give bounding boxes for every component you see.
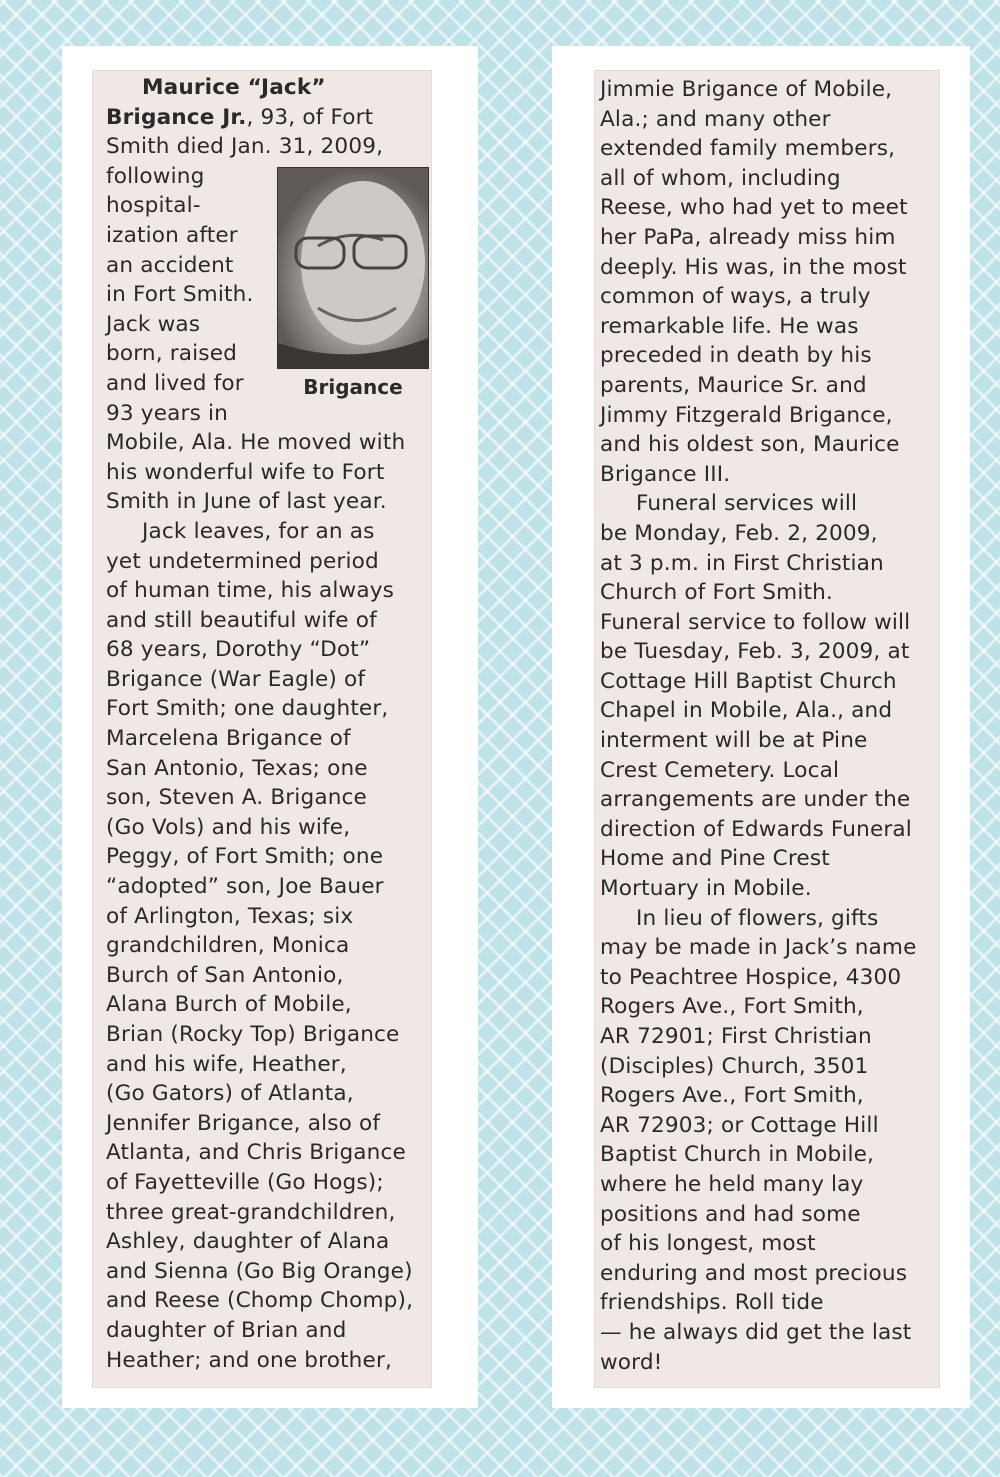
text-line: grandchildren, Monica	[106, 933, 350, 959]
text-line: son, Steven A. Brigance	[106, 785, 367, 811]
text-line: remarkable life. He was	[600, 313, 859, 339]
text-line: Home and Pine Crest	[600, 846, 830, 872]
text-line: Mortuary in Mobile.	[600, 876, 812, 902]
text-line: his wonderful wife to Fort	[106, 459, 385, 485]
text-line: an accident	[106, 252, 234, 278]
text-line: Smith in June of last year.	[106, 489, 387, 515]
text-line: Jack was	[106, 311, 201, 337]
text-line	[106, 103, 424, 133]
text-line: Rogers Ave., Fort Smith,	[600, 994, 864, 1020]
text-line: direction of Edwards Funeral	[600, 816, 912, 842]
text-line: yet undetermined period	[106, 548, 379, 574]
text-line: Smith died Jan. 31, 2009,	[106, 134, 384, 160]
text-line: and Sienna (Go Big Orange)	[106, 1258, 413, 1284]
text-line: daughter of Brian and	[106, 1317, 347, 1343]
text-line: Brigance (War Eagle) of	[106, 666, 366, 692]
text-line: Brigance III.	[600, 461, 731, 487]
text-line: be Tuesday, Feb. 3, 2009, at	[600, 639, 910, 665]
text-line: Reese, who had yet to meet	[600, 195, 908, 221]
text-line: Jack leaves, for an as	[142, 518, 375, 544]
text-line: may be made in Jack’s name	[600, 935, 917, 961]
text-line: positions and had some	[600, 1201, 861, 1227]
text-line: interment will be at Pine	[600, 728, 868, 754]
text-line: Atlanta, and Chris Brigance	[106, 1140, 406, 1166]
text-line: AR 72903; or Cottage Hill	[600, 1112, 879, 1138]
text-line: — he always did get the last	[600, 1319, 912, 1345]
name-bold: Brigance Jr.	[106, 104, 247, 130]
text-line: where he held many lay	[600, 1171, 864, 1197]
text-line: in Fort Smith.	[106, 282, 254, 308]
text-line: Jimmie Brigance of Mobile,	[600, 77, 893, 102]
text-line: Jennifer Brigance, also of	[106, 1110, 381, 1136]
text-line: and his oldest son, Maurice	[600, 432, 900, 458]
text-line: Marcelena Brigance of	[106, 726, 351, 752]
text-line: Heather; and one brother,	[106, 1347, 392, 1373]
text-line: (Go Vols) and his wife,	[106, 814, 351, 840]
text-line: of Fayetteville (Go Hogs);	[106, 1169, 384, 1195]
text-line: and still beautiful wife of	[106, 607, 377, 633]
text-line: of his longest, most	[600, 1231, 816, 1257]
text-line: hospital-	[106, 193, 201, 219]
obituary-left-column	[106, 73, 424, 1375]
text-line: Rogers Ave., Fort Smith,	[600, 1083, 864, 1109]
text-line: born, raised	[106, 341, 237, 367]
text-line: arrangements are under the	[600, 787, 911, 813]
text-line: Fort Smith; one daughter,	[106, 696, 389, 722]
text-line: and Reese (Chomp Chomp),	[106, 1288, 414, 1314]
text-line: Chapel in Mobile, Ala., and	[600, 698, 893, 724]
text-line: friendships. Roll tide	[600, 1290, 824, 1316]
text-line: extended family members,	[600, 136, 896, 162]
text-line: Burch of San Antonio,	[106, 962, 344, 988]
text-line: all of whom, including	[600, 165, 841, 191]
text-line: Cottage Hill Baptist Church	[600, 668, 897, 694]
text-line: Mobile, Ala. He moved with	[106, 430, 406, 456]
text-line: (Go Gators) of Atlanta,	[106, 1081, 354, 1107]
text-line: “adopted” son, Joe Bauer	[106, 874, 384, 900]
text-line: Baptist Church in Mobile,	[600, 1142, 875, 1168]
text-line: at 3 p.m. in First Christian	[600, 550, 884, 576]
text-line: Funeral services will	[636, 491, 858, 517]
text-line: word!	[600, 1349, 663, 1375]
text-line: Maurice “Jack”	[142, 75, 326, 100]
text-line: AR 72901; First Christian	[600, 1024, 872, 1049]
text-line: and lived for	[106, 370, 244, 396]
text-line: be Monday, Feb. 2, 2009,	[600, 520, 878, 546]
text-line: Ashley, daughter of Alana	[106, 1229, 390, 1255]
text-line: ization after	[106, 222, 238, 248]
text-line: of Arlington, Texas; six	[106, 903, 354, 929]
text-line: preceded in death by his	[600, 343, 872, 369]
text-line: and his wife, Heather,	[106, 1051, 347, 1077]
text-line: enduring and most precious	[600, 1260, 908, 1286]
text-line: Alana Burch of Mobile,	[106, 992, 352, 1018]
text-line: In lieu of flowers, gifts	[636, 905, 879, 931]
name-rest: , 93, of Fort	[246, 104, 374, 130]
text-line: common of ways, a truly	[600, 284, 871, 310]
text-line: Church of Fort Smith.	[600, 580, 833, 606]
text-line: San Antonio, Texas; one	[106, 755, 368, 781]
photo-caption: Brigance	[303, 375, 403, 399]
text-line: 68 years, Dorothy “Dot”	[106, 637, 371, 663]
text-line: parents, Maurice Sr. and	[600, 372, 867, 398]
text-line: Funeral service to follow will	[600, 609, 911, 635]
text-line: Jimmy Fitzgerald Brigance,	[600, 402, 893, 428]
text-line: three great-grandchildren,	[106, 1199, 396, 1225]
text-line: Ala.; and many other	[600, 106, 831, 132]
text-line: Brian (Rocky Top) Brigance	[106, 1022, 400, 1047]
text-line: Peggy, of Fort Smith; one	[106, 844, 384, 870]
obituary-right-column	[600, 75, 936, 1377]
text-line: deeply. His was, in the most	[600, 254, 907, 280]
text-line: 93 years in	[106, 400, 228, 426]
text-line: following	[106, 163, 205, 189]
text-line: of human time, his always	[106, 578, 395, 604]
text-line: Crest Cemetery. Local	[600, 757, 840, 783]
text-line: to Peachtree Hospice, 4300	[600, 964, 902, 990]
text-line: her PaPa, already miss him	[600, 224, 896, 250]
text-line: (Disciples) Church, 3501	[600, 1053, 869, 1079]
